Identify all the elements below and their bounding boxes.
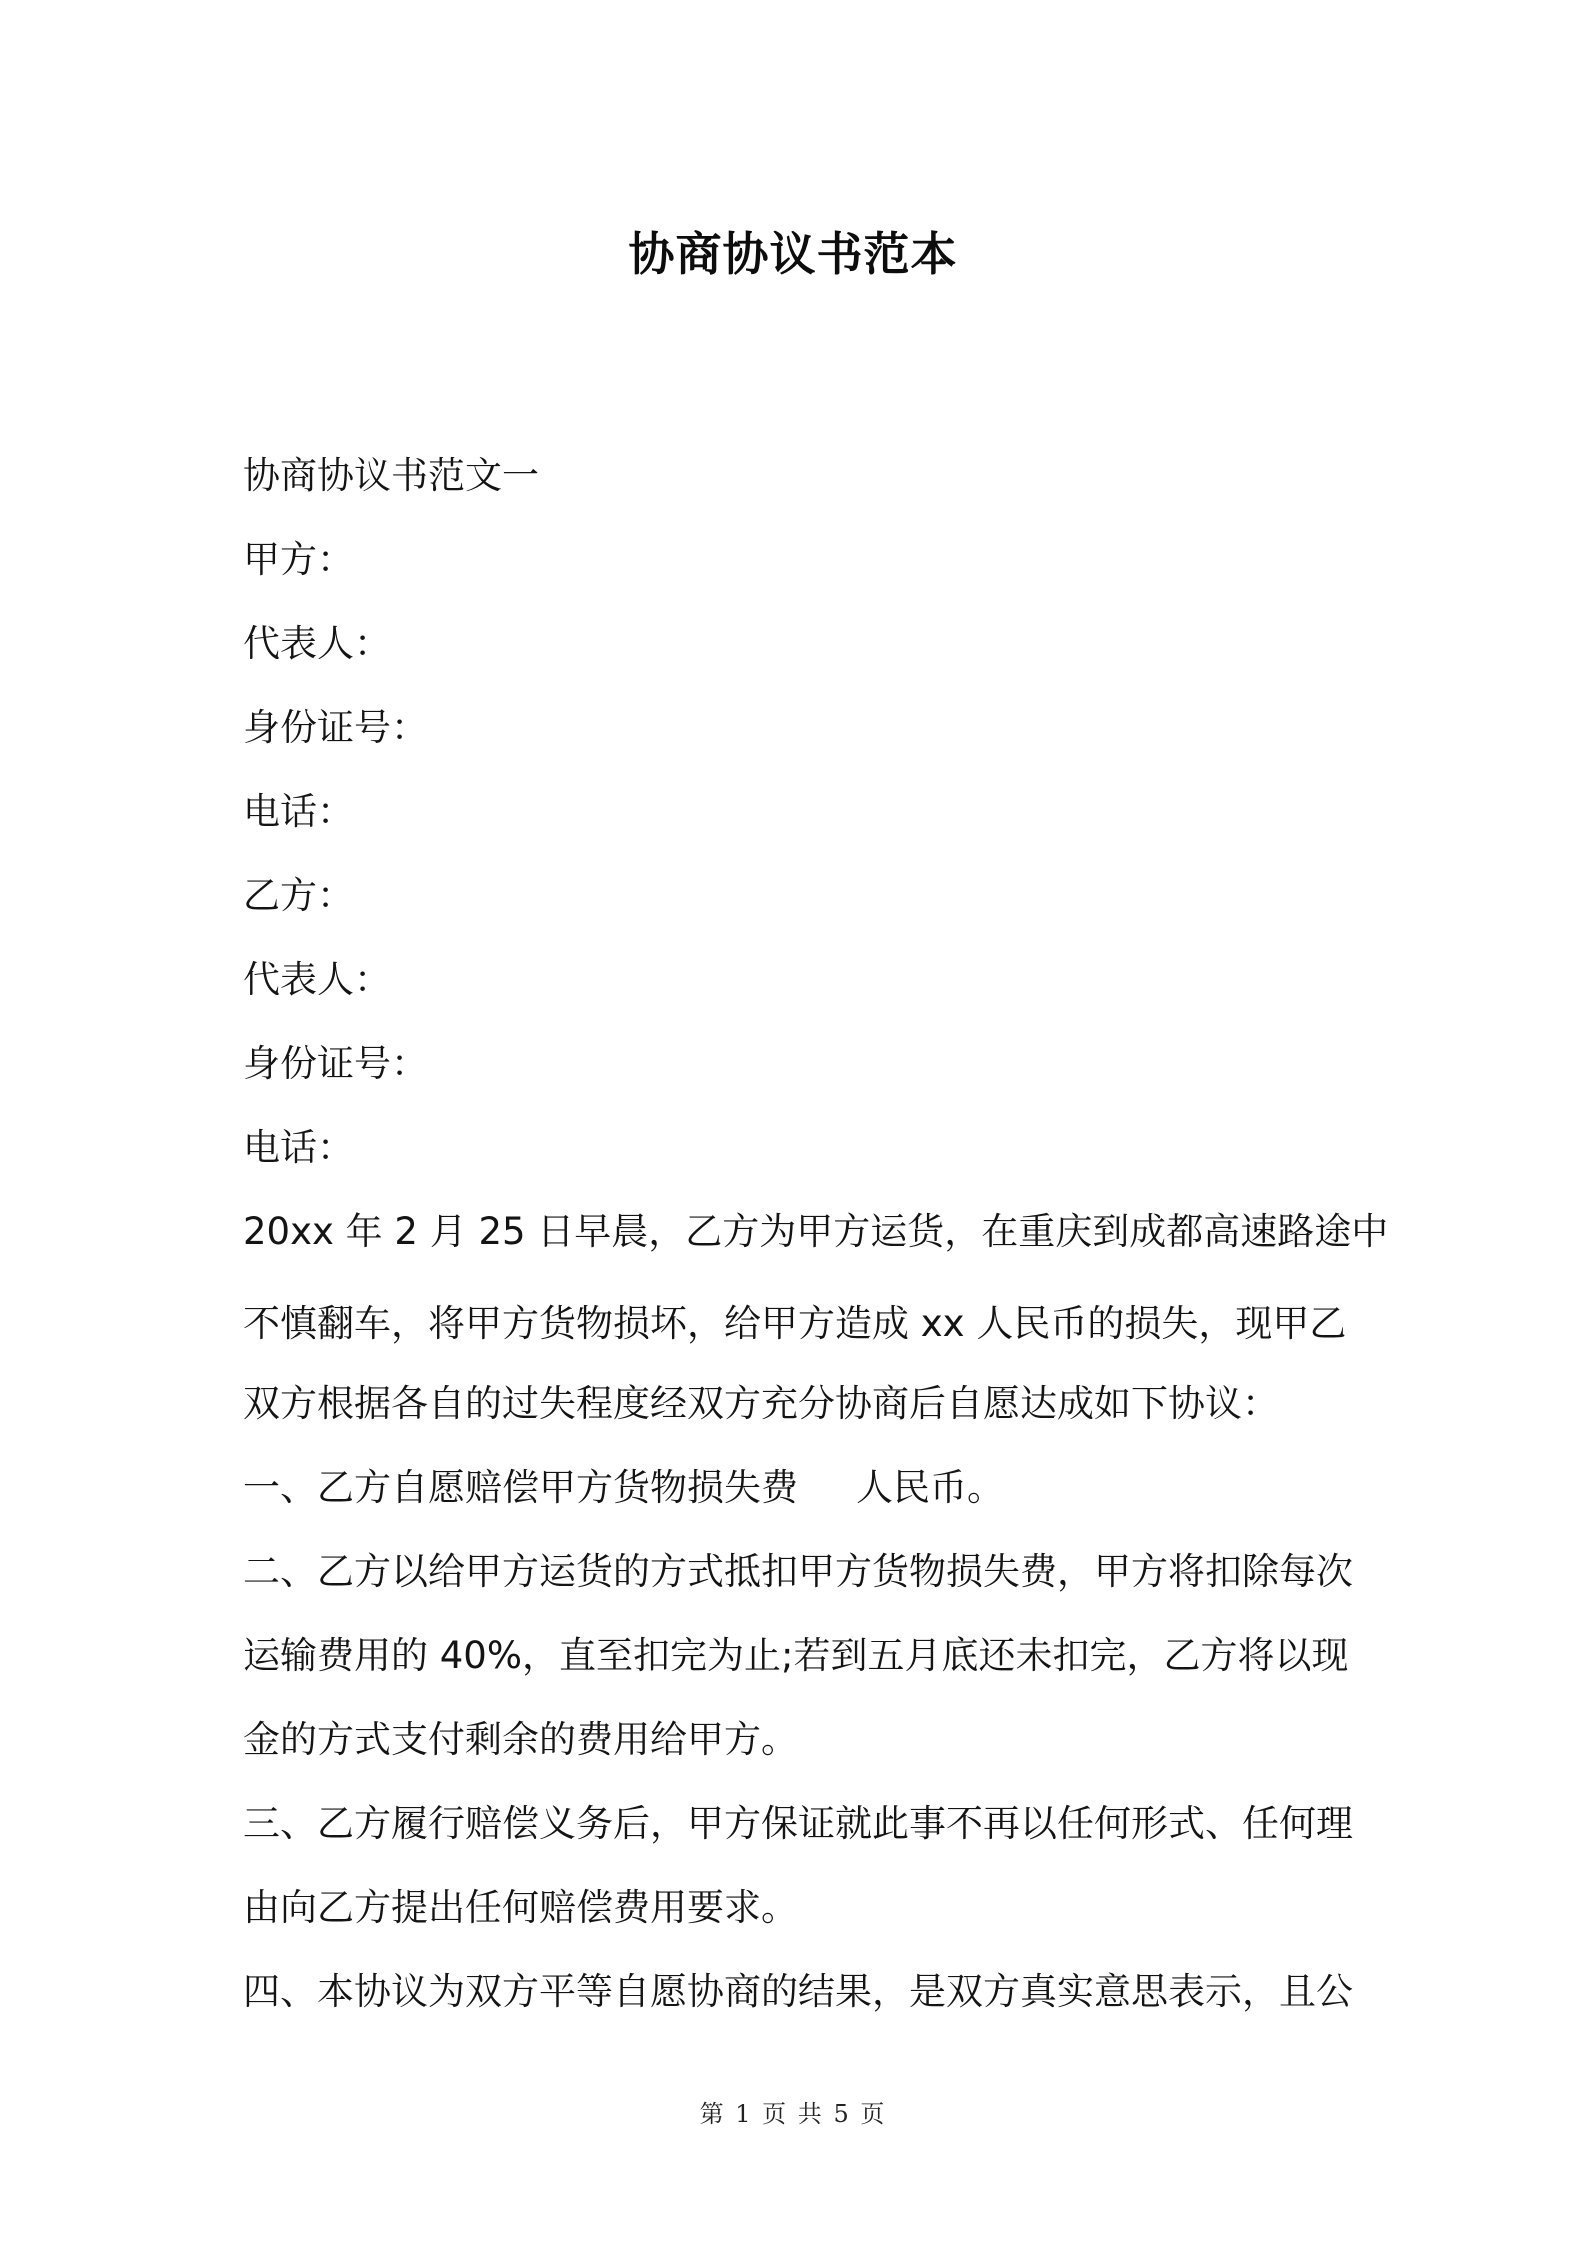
party-b-label: 乙方： <box>243 874 354 917</box>
party-b-id-number: 身份证号： <box>243 1042 428 1085</box>
paragraph-line: 不慎翻车，将甲方货物损坏，给甲方造成 xx 人民币的损失，现甲乙 <box>243 1302 1347 1345</box>
clause-one-text: 一、乙方自愿赔偿甲方货物损失费 <box>243 1466 798 1509</box>
section-heading: 协商协议书范文一 <box>243 454 539 497</box>
clause-one <box>243 1464 1363 1512</box>
party-a-representative: 代表人： <box>243 622 391 665</box>
clause-three-line: 三、乙方履行赔偿义务后，甲方保证就此事不再以任何形式、任何理 <box>243 1802 1353 1845</box>
party-a-phone: 电话： <box>243 790 354 833</box>
paragraph-line: 20xx 年 2 月 25 日早晨，乙方为甲方运货，在重庆到成都高速路途中 <box>243 1210 1389 1253</box>
clause-three-line: 由向乙方提出任何赔偿费用要求。 <box>243 1886 798 1929</box>
clause-two-line: 运输费用的 40%，直至扣完为止;若到五月底还未扣完，乙方将以现 <box>243 1634 1349 1677</box>
clause-two-line: 金的方式支付剩余的费用给甲方。 <box>243 1718 798 1761</box>
page-footer: 第 1 页 共 5 页 <box>699 2100 887 2128</box>
paragraph-line: 双方根据各自的过失程度经双方充分协商后自愿达成如下协议： <box>243 1382 1279 1425</box>
clause-four-line: 四、本协议为双方平等自愿协商的结果，是双方真实意思表示，且公 <box>243 1970 1353 2013</box>
party-b-representative: 代表人： <box>243 958 391 1001</box>
document-title: 协商协议书范本 <box>628 227 958 281</box>
party-a-id-number: 身份证号： <box>243 706 428 749</box>
party-b-phone: 电话： <box>243 1126 354 1169</box>
clause-two-line: 二、乙方以给甲方运货的方式抵扣甲方货物损失费，甲方将扣除每次 <box>243 1550 1353 1593</box>
clause-one-currency: 人民币。 <box>856 1466 1004 1509</box>
party-a-label: 甲方： <box>243 538 354 581</box>
